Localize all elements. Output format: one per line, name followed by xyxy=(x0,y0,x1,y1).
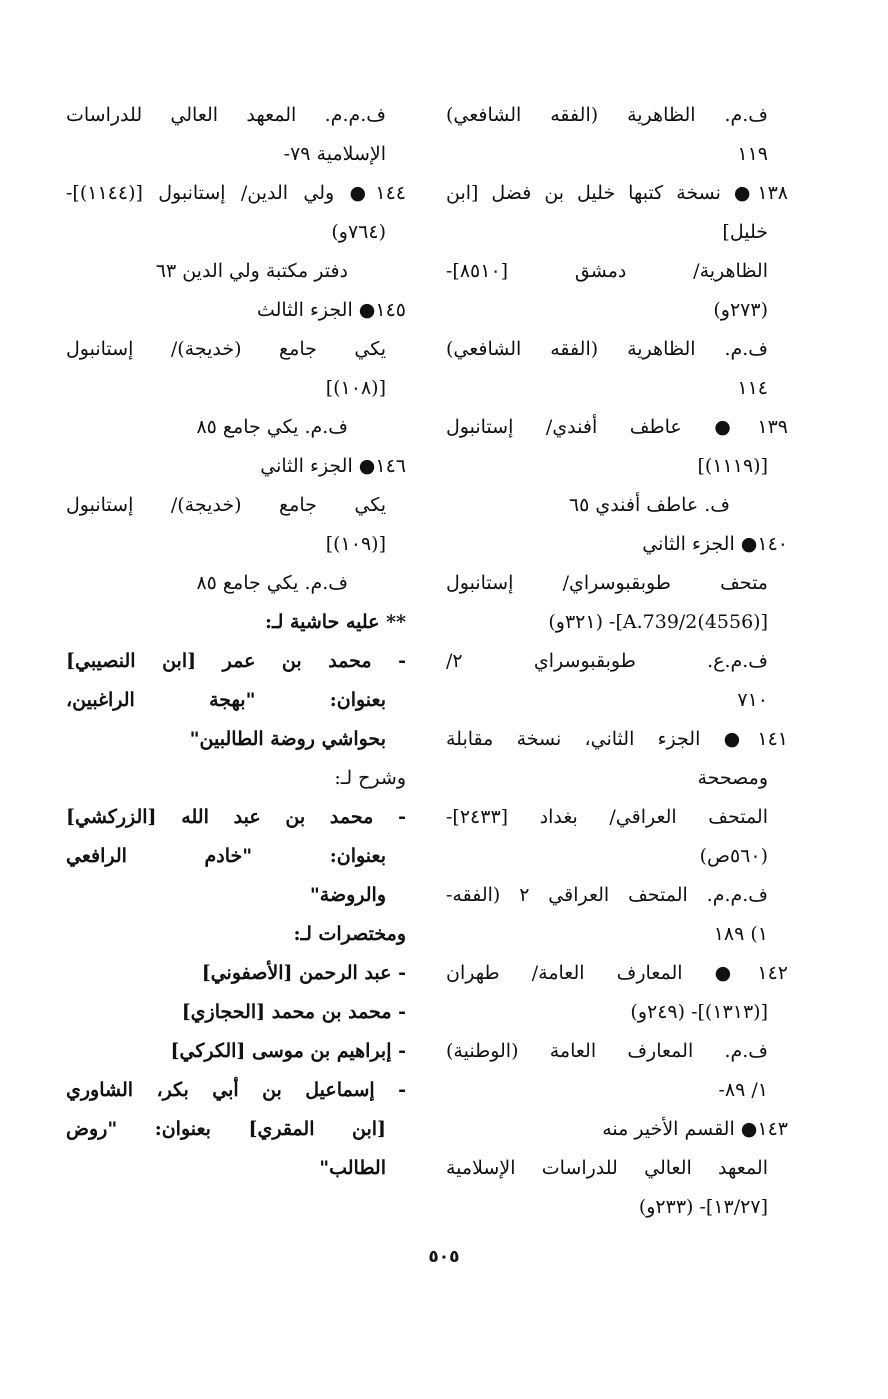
left-column-line: (٧٦٤و) xyxy=(331,221,386,243)
right-column-line: ١٤١● الجزء الثاني، نسخة مقابلة xyxy=(446,728,788,750)
left-column-line: الطالب" xyxy=(319,1157,386,1179)
left-column-line: ١٤٤● ولي الدين/ إستانبول [(١١٤٤)]- xyxy=(66,182,406,204)
right-column-line: ١١٤ xyxy=(737,377,768,399)
right-column-line: متحف طوبقبوسراي/ إستانبول xyxy=(446,572,768,594)
left-column-line: - محمد بن عبد الله [الزركشي] xyxy=(66,806,406,828)
left-column-line: بعنوان: "خادم الرافعي xyxy=(66,845,386,867)
right-column-line: ومصححة xyxy=(697,767,768,789)
right-column-line: ١) ١٨٩ xyxy=(713,923,768,945)
right-column-line: ف.م. المعارف العامة (الوطنية) xyxy=(446,1040,768,1062)
left-column-line: ف.م. يكي جامع ٨٥ xyxy=(196,572,348,594)
right-column xyxy=(446,96,788,1227)
right-column-line: ف.م.ع. طوبقبوسراي ٢/ xyxy=(446,650,768,672)
left-column-line: ** عليه حاشية لـ: xyxy=(264,611,406,633)
right-column-line: المتحف العراقي/ بغداد [٢٤٣٣]- xyxy=(446,806,768,828)
left-column-line: - عبد الرحمن [الأصفوني] xyxy=(201,962,406,984)
right-column-line: المعهد العالي للدراسات الإسلامية xyxy=(446,1157,768,1179)
left-column-line: يكي جامع (خديجة)/ إستانبول xyxy=(66,338,386,360)
right-column-line: ١/ ٨٩- xyxy=(718,1079,768,1101)
right-column-line: ١٤٣● القسم الأخير منه xyxy=(602,1118,788,1140)
left-column-line: دفتر مكتبة ولي الدين ٦٣ xyxy=(155,260,348,282)
right-column-line: [١٣/٢٧]- (٢٣٣و) xyxy=(638,1196,768,1218)
left-column-line: يكي جامع (خديجة)/ إستانبول xyxy=(66,494,386,516)
left-column-line: - إسماعيل بن أبي بكر، الشاوري xyxy=(66,1079,406,1101)
right-column-line: (٥٦٠ص) xyxy=(699,845,768,867)
left-column-line: بعنوان: "بهجة الراغبين، xyxy=(66,689,386,711)
right-column-line: الظاهرية/ دمشق [٨٥١٠]- xyxy=(446,260,768,282)
left-column-line: ف.م. يكي جامع ٨٥ xyxy=(196,416,348,438)
left-column-line: ومختصرات لـ: xyxy=(293,923,406,945)
left-column-line: - محمد بن محمد [الحجازي] xyxy=(181,1001,406,1023)
right-column-line: ١٣٨● نسخة كتبها خليل بن فضل [ابن xyxy=(446,182,788,204)
left-column-line: ف.م.م. المعهد العالي للدراسات xyxy=(66,104,386,126)
right-column-line: خليل] xyxy=(722,221,768,243)
left-column-line: - محمد بن عمر [ابن النصيبي] xyxy=(66,650,406,672)
left-column-line: [ابن المقري] بعنوان: "روض xyxy=(66,1118,386,1140)
right-column-line: (٢٧٣و) xyxy=(713,299,768,321)
right-column-line: [(١٣١٣)]- (٢٤٩و) xyxy=(630,1001,768,1023)
left-column-line: الإسلامية ٧٩- xyxy=(283,143,386,165)
page-number: ٥٠٥ xyxy=(428,1247,460,1267)
right-column-line: ١١٩ xyxy=(737,143,768,165)
left-column-line: وشرح لـ: xyxy=(334,767,406,789)
left-column-line: ١٤٥● الجزء الثالث xyxy=(256,299,406,321)
left-column-line: - إبراهيم بن موسى [الكركي] xyxy=(170,1040,406,1062)
left-column-line: [(١٠٨)] xyxy=(325,377,386,399)
right-column-line: ١٤٢● المعارف العامة/ طهران xyxy=(446,962,788,984)
left-column-line: بحواشي روضة الطالبين" xyxy=(189,728,386,750)
left-column-line: والروضة" xyxy=(309,884,386,906)
right-column-line: ف.م. الظاهرية (الفقه الشافعي) xyxy=(446,104,768,126)
right-column-line: ٧١٠ xyxy=(737,689,768,711)
right-column-line: ف. عاطف أفندي ٦٥ xyxy=(568,494,730,516)
right-column-line: [(4556)A.739/2]- (٣٢١و) xyxy=(548,611,768,633)
left-column-line: [(١٠٩)] xyxy=(325,533,386,555)
left-column-line: ١٤٦● الجزء الثاني xyxy=(260,455,406,477)
right-column-line: [(١١١٩)] xyxy=(697,455,768,477)
right-column-line: ف.م.م. المتحف العراقي ٢ (الفقه- xyxy=(446,884,768,906)
right-column-line: ١٤٠● الجزء الثاني xyxy=(642,533,788,555)
right-column-line: ١٣٩● عاطف أفندي/ إستانبول xyxy=(446,416,788,438)
right-column-line: ف.م. الظاهرية (الفقه الشافعي) xyxy=(446,338,768,360)
left-column xyxy=(66,96,406,1188)
